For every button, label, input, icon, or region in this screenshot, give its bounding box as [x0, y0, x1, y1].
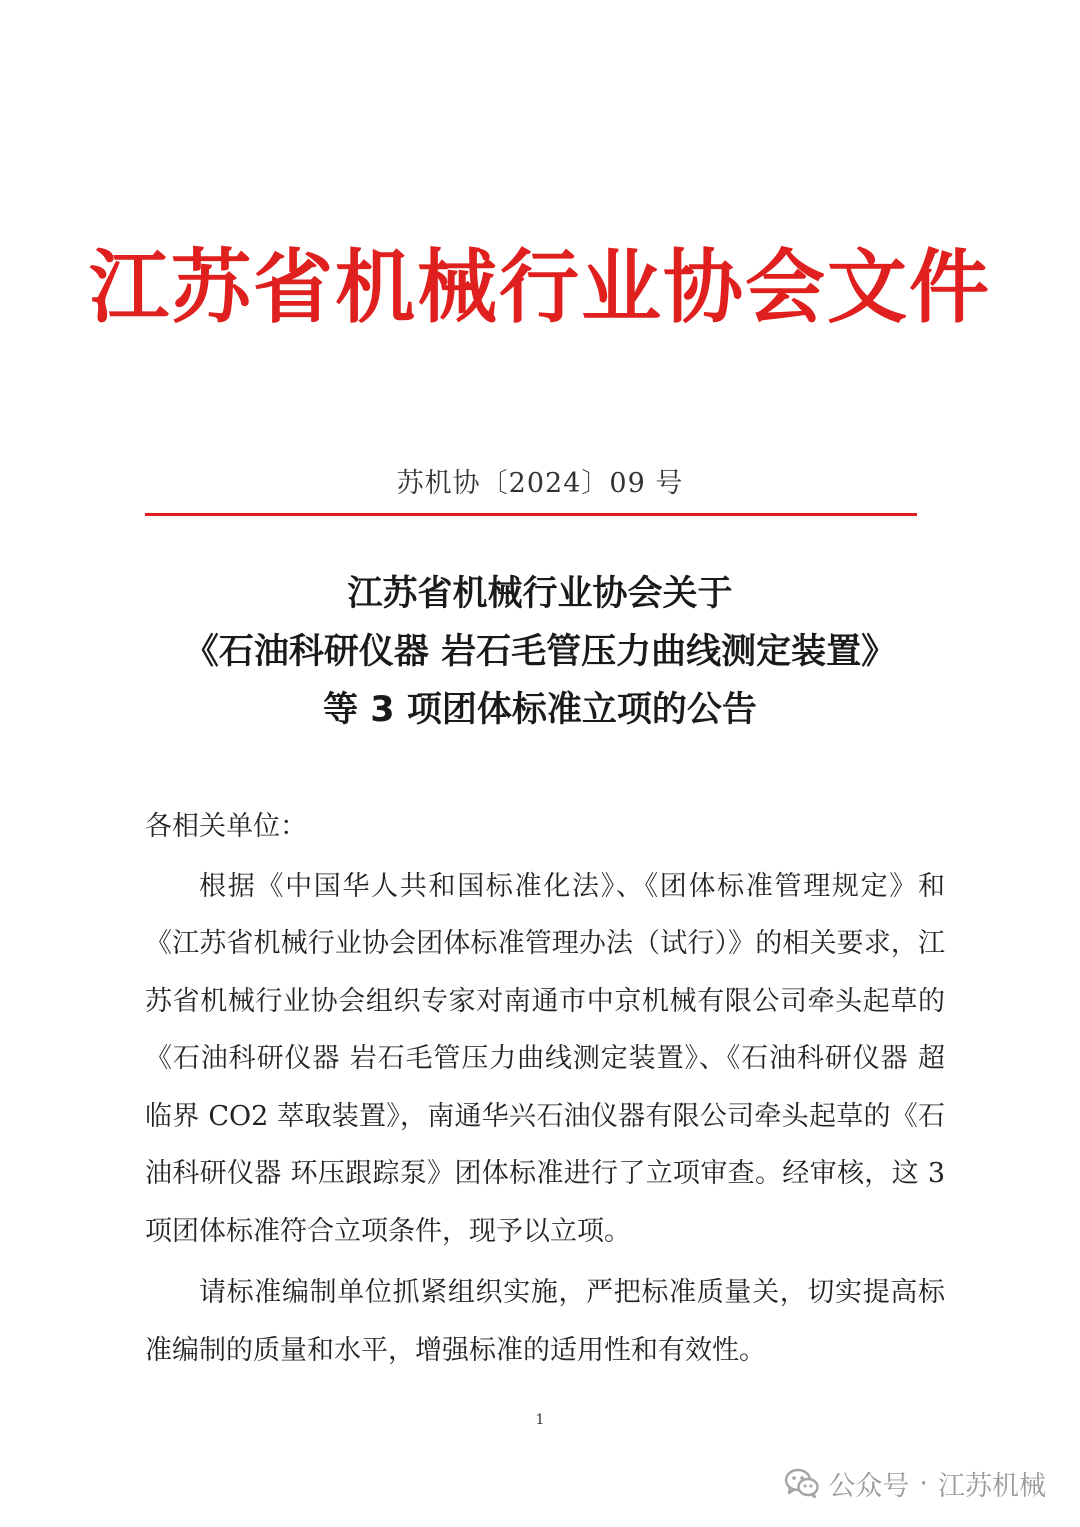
body-paragraph-2: 请标准编制单位抓紧组织实施，严把标准质量关，切实提高标准编制的质量和水平，增强标准的适用性和有效性。: [145, 1277, 945, 1366]
salutation: 各相关单位：: [145, 811, 307, 842]
wechat-watermark: [784, 1462, 1046, 1504]
watermark-label: 公众号: [828, 1470, 910, 1502]
page-number: 1: [535, 1412, 545, 1428]
watermark-account: 江苏机械: [938, 1470, 1046, 1502]
body-paragraph-1: 根据《中国华人共和国标准化法》、《团体标准管理规定》和《江苏省机械行业协会团体标准管理办法（试行）》的相关要求，江苏省机械行业协会组织专家对南通市中京机械有限公司牵头起草的《石油科研仪器 岩石毛管压力曲线测定装置》、《石油科研仪器 超临界 CO2 萃取装置》，南通华兴石油仪器有限公司牵头起草的《石油科研仪器 环压跟踪泵》团体标准进行了立项审查。经审核，这 3 项团体标准符合立项条件，现予以立项。: [145, 870, 945, 1247]
document-masthead: 江苏省机械行业协会文件: [89, 240, 991, 334]
red-divider-line: [145, 513, 917, 516]
announcement-body: [145, 798, 945, 1379]
document-number: 苏机协〔2024〕09 号: [396, 468, 684, 499]
announcement-title: [100, 565, 980, 739]
title-line-1: 江苏省机械行业协会关于: [347, 574, 733, 614]
watermark-separator: ·: [919, 1467, 928, 1499]
wechat-icon: [784, 1467, 820, 1499]
title-line-2: 《石油科研仪器 岩石毛管压力曲线测定装置》: [183, 632, 897, 672]
title-line-3: 等 3 项团体标准立项的公告: [323, 690, 757, 730]
